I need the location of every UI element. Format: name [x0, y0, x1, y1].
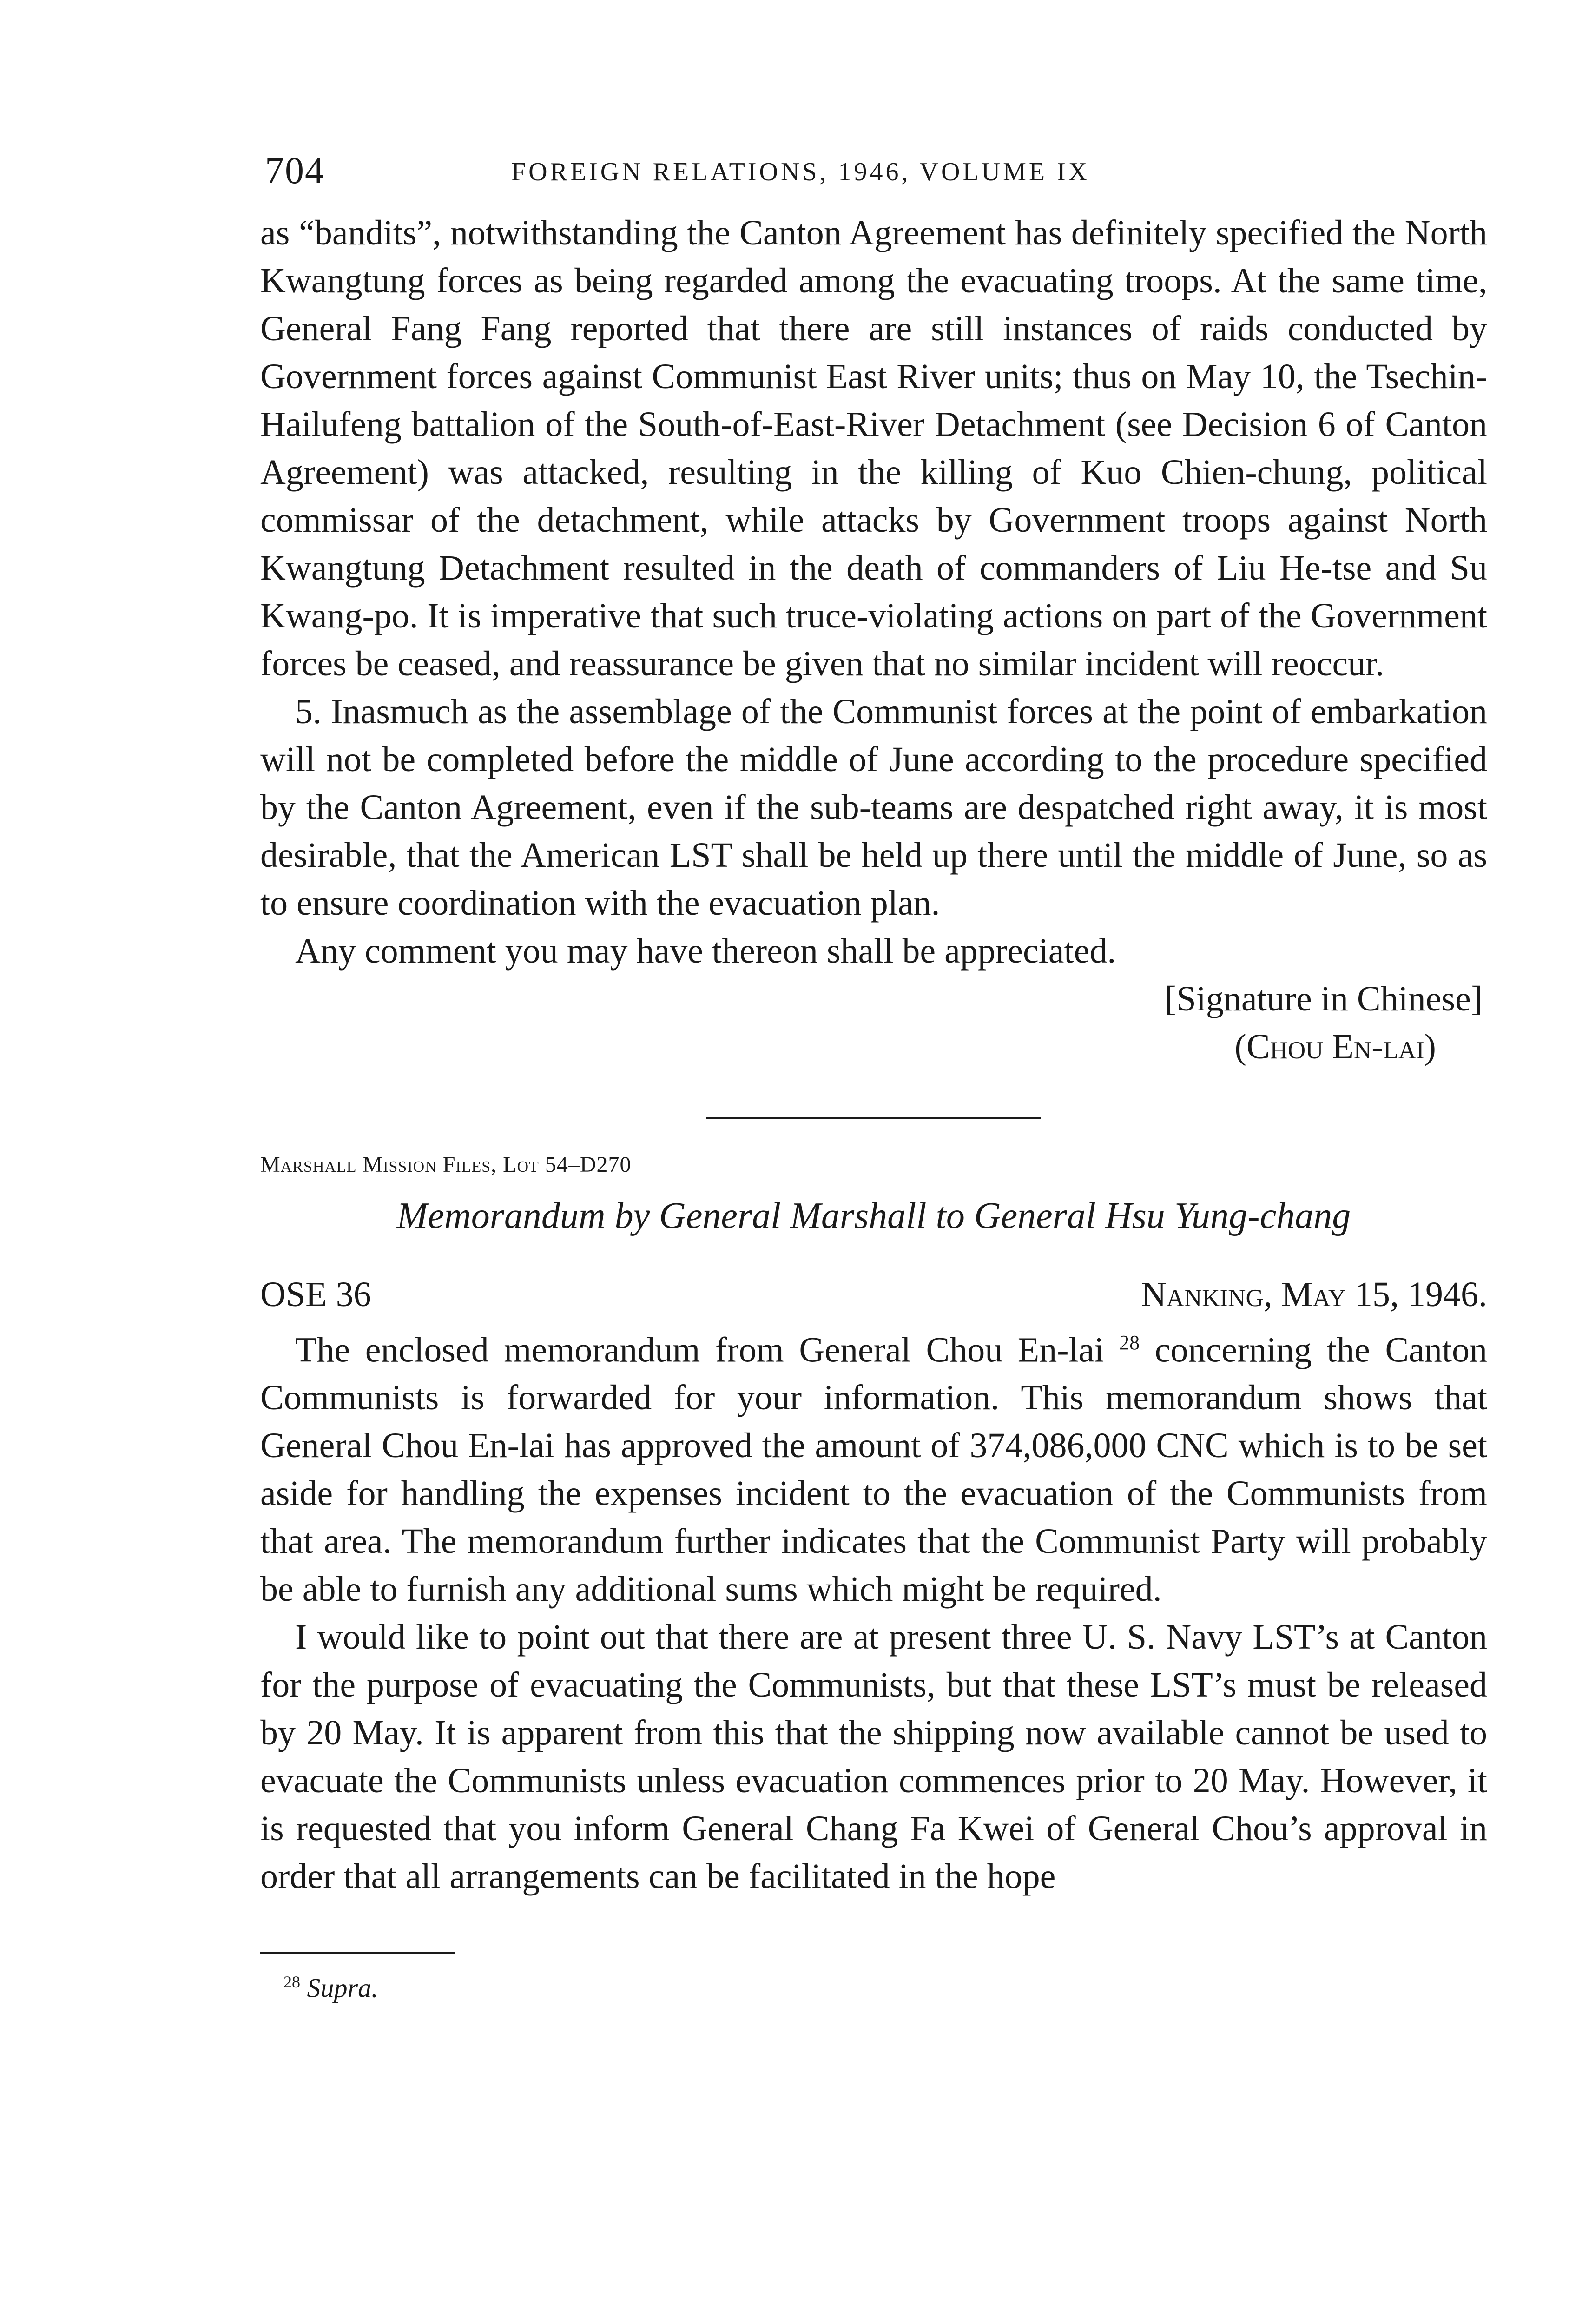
paragraph: I would like to point out that there are at present three U. S. Navy LST’s at Canton for the purpose of evacuating the Communists, but that these LST’s must be released by 20 May. It is apparent from this that the shipping now available cannot be used to evacuate the Communists unless evacuation commences prior to 20 May. However, it is requested that you inform General Chang Fa Kwei of General Chou’s approval in order that all arrangements can be facilitated in the hope: [260, 1618, 1487, 1896]
running-head: FOREIGN RELATIONS, 1946, VOLUME IX: [511, 158, 1090, 186]
memo-body: [260, 1319, 1487, 1901]
paragraph-text: concerning the Canton Communists is forwarded for your information. This memorandum shows that General Chou En-lai has approved the amount of 374,086,000 CNC which is to be set aside for handling the expenses incident to the evacuation of the Communists from that area. The memorandum further indicates that the Communist Party will probably be able to furnish any additional sums which might be required.: [260, 1330, 1488, 1609]
footnote-marker: 28: [1119, 1331, 1140, 1354]
page-header: [260, 139, 1487, 209]
page-number: 704: [265, 149, 325, 191]
memo-number: OSE 36: [260, 1275, 371, 1314]
memo-place-date: Nanking, May 15, 1946.: [1140, 1275, 1487, 1314]
paragraph: 5. Inasmuch as the assemblage of the Communist forces at the point of embarkation will not be completed before the middle of June according to the procedure specified by the Canton Agreement, even if the sub-teams are despatched right away, it is most desirable, that the American LST shall be held up there until the middle of June, so as to ensure coordination with the evacuation plan.: [260, 692, 1487, 923]
paragraph: [260, 1319, 1487, 1613]
file-reference: Marshall Mission Files, Lot 54–D270: [260, 1152, 632, 1177]
closing-line: Any comment you may have thereon shall be appreciated.: [295, 931, 1116, 971]
paragraph: as “bandits”, notwithstanding the Canton Agreement has definitely specified the North Kwangtung forces as being regarded among the evacuating troops. At the same time, General Fang Fang reported that there are still instances of raids conducted by Government forces against Communist East River units; thus on May 10, the Tsechin-Hailufeng battalion of the South-of-East-River Detachment (see Decision 6 of Canton Agreement) was attacked, resulting in the killing of Kuo Chien-chung, political commissar of the detachment, while attacks by Government troops against North Kwangtung Detachment resulted in the death of commanders of Liu He-tse and Su Kwang-po. It is imperative that such truce-violating actions on part of the Government forces be ceased, and reassurance be given that no similar incident will reoccur.: [260, 213, 1487, 683]
section-divider: [706, 1117, 1041, 1119]
footnote-number: 28: [283, 1973, 300, 1992]
footnote-text: Supra.: [307, 1973, 378, 2003]
footnote: [283, 1972, 1487, 2003]
continued-letter: [260, 209, 1487, 975]
memo-title: Memorandum by General Marshall to General Hsu Yung-chang: [396, 1195, 1351, 1236]
footnote-divider: [260, 1952, 455, 1954]
signature-name: (Chou En-lai): [1234, 1027, 1436, 1066]
document-page: [260, 139, 1487, 2004]
signature-note: [Signature in Chinese]: [1165, 979, 1483, 1018]
paragraph-text: The enclosed memorandum from General Chou En-lai: [295, 1330, 1104, 1370]
memo-meta: [260, 1271, 1487, 1319]
